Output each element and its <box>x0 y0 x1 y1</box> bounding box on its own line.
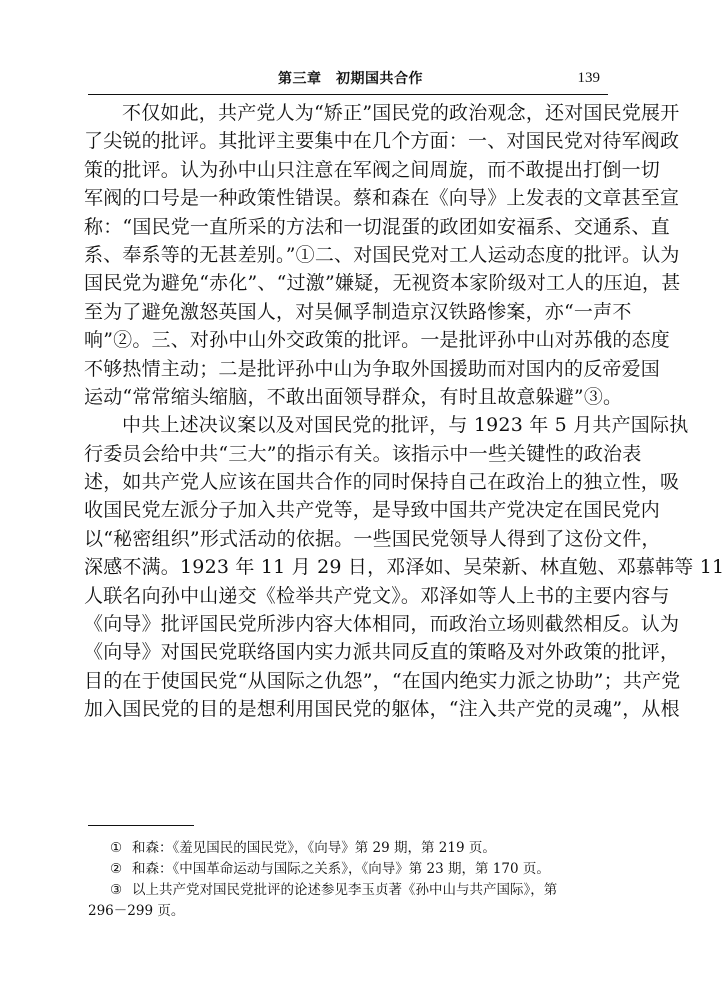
footnote-3 <box>88 880 618 901</box>
text-line: 军阀的口号是一种政策性错误。蔡和森在《向导》上发表的文章甚至宣 <box>84 187 680 210</box>
footnote-text: 以上共产党对国民党批评的论述参见李玉贞著《孙中山与共产国际》，第 <box>132 882 558 898</box>
footnote-mark: ③ <box>110 882 123 898</box>
text-line: 响”②。三、对孙中山外交政策的批评。一是批评孙中山对苏俄的态度 <box>84 329 670 352</box>
footnote-mark: ① <box>110 840 123 856</box>
text-line: 至为了避免激怒英国人，对吴佩孚制造京汉铁路惨案，亦“一声不 <box>84 300 632 323</box>
footnote-rule <box>88 825 194 826</box>
text-line: 中共上述决议案以及对国民党的批评，与 1923 年 5 月共产国际执 <box>122 414 689 437</box>
text-line: 不够热情主动；二是批评孙中山为争取外国援助而对国内的反帝爱国 <box>84 357 661 380</box>
running-header <box>88 62 608 96</box>
footnote-mark: ② <box>110 861 123 877</box>
text-line: 《向导》对国民党联络国内实力派共同反直的策略及对外政策的批评， <box>84 641 680 664</box>
text-line: 人联名向孙中山递交《检举共产党文》。邓泽如等人上书的主要内容与 <box>84 584 670 607</box>
body-text <box>84 99 724 724</box>
footnote-text: 和森：《羞见国民的国民党》，《向导》第 29 期，第 219 页。 <box>132 840 496 856</box>
text-line: 称：“国民党一直所采的方法和一切混蛋的政团如安福系、交通系、直 <box>84 215 670 238</box>
chapter-title: 第三章 初期国共合作 <box>278 71 423 87</box>
text-line: 策的批评。认为孙中山只注意在军阀之间周旋，而不敢提出打倒一切 <box>84 158 661 181</box>
header-rule <box>88 94 608 95</box>
text-line: 目的在于使国民党“从国际之仇怨”，“在国内绝实力派之协助”；共产党 <box>84 669 681 692</box>
text-line: 述，如共产党人应该在国共合作的同时保持自己在政治上的独立性，吸 <box>84 471 680 494</box>
paragraph-1 <box>84 99 681 411</box>
text-line: 行委员会给中共“三大”的指示有关。该指示中一些关键性的政治表 <box>84 442 642 465</box>
page-number: 139 <box>577 70 600 86</box>
paragraph-2 <box>84 411 724 723</box>
text-line: 深感不满。1923 年 11 月 29 日，邓泽如、吴荣新、林直勉、邓慕韩等 11 <box>84 556 724 579</box>
footnote-text: 296－299 页。 <box>88 903 185 919</box>
text-line: 运动“常常缩头缩脑，不敢出面领导群众，有时且故意躲避”③。 <box>84 385 623 408</box>
text-line: 加入国民党的目的是想利用国民党的躯体，“注入共产党的灵魂”，从根 <box>84 698 680 721</box>
footnote-text: 和森：《中国革命运动与国际之关系》，《向导》第 23 期，第 170 页。 <box>132 861 550 877</box>
text-line: 收国民党左派分子加入共产党等，是导致中国共产党决定在国民党内 <box>84 499 661 522</box>
footnote-1 <box>88 838 618 859</box>
footnote-2 <box>88 859 618 880</box>
text-line: 了尖锐的批评。其批评主要集中在几个方面：一、对国民党对待军阀政 <box>84 130 680 153</box>
footnote-3-continued <box>88 901 618 922</box>
text-line: 以“秘密组织”形式活动的依据。一些国民党领导人得到了这份文件， <box>84 527 661 550</box>
text-line: 国民党为避免“赤化”、“过激”嫌疑，无视资本家阶级对工人的压迫，甚 <box>84 272 681 295</box>
text-line: 系、奉系等的无甚差别。”①二、对国民党对工人运动态度的批评。认为 <box>84 243 680 266</box>
text-line: 《向导》批评国民党所涉内容大体相同，而政治立场则截然相反。认为 <box>84 613 680 636</box>
text-line: 不仅如此，共产党人为“矫正”国民党的政治观念，还对国民党展开 <box>122 102 680 124</box>
footnotes <box>88 838 618 922</box>
